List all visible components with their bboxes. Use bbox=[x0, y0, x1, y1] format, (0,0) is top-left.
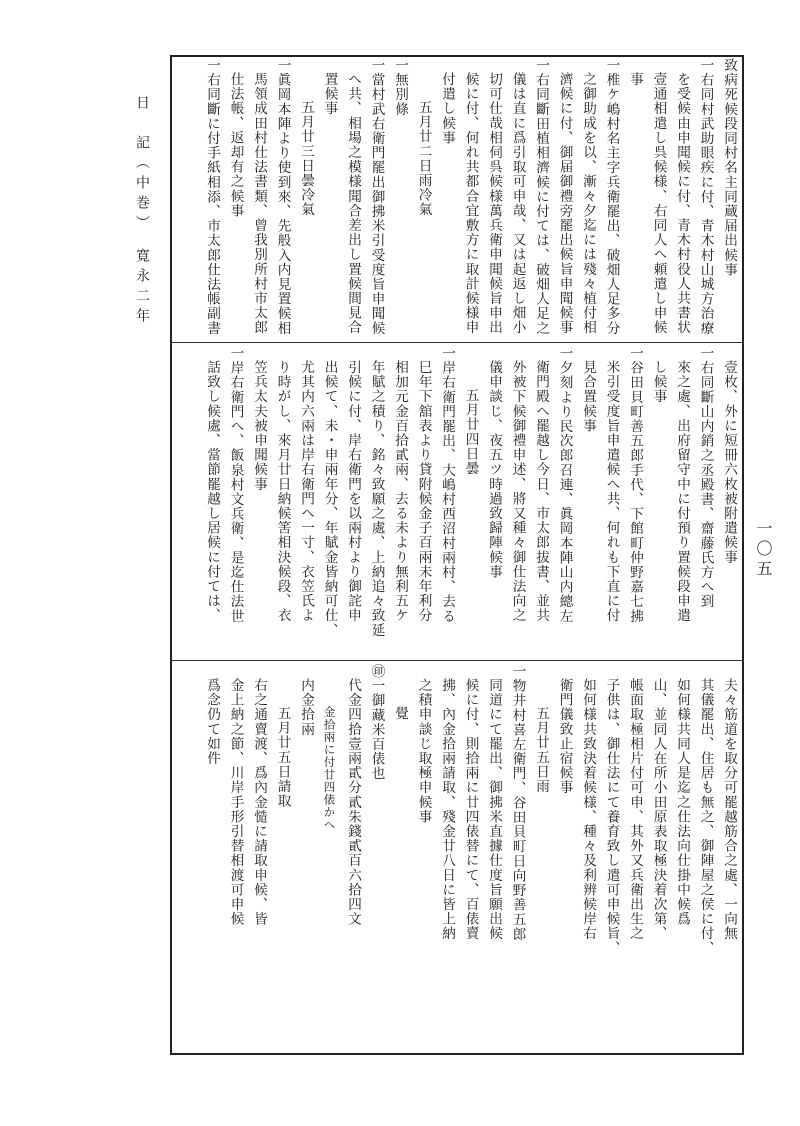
text-line: 見合置候事 bbox=[580, 360, 596, 433]
text-line: 引候に付、岸右衛門を以兩村より御詫申 bbox=[345, 360, 361, 623]
page-number: 一〇五 bbox=[754, 520, 773, 580]
text-line: 外被下候御禮申述、將又種々御仕法向之 bbox=[509, 360, 526, 623]
text-line: 覺 bbox=[392, 706, 408, 721]
text-line: 來之處、出府留守中に付預り置候段申遣 bbox=[674, 360, 690, 623]
text-line: 致病死候段同村名主同蔵届出候事 bbox=[721, 58, 737, 277]
text-line: 如何様共致決着候様、種々及利辨候岸右 bbox=[580, 678, 596, 941]
text-line: 尤其内六兩は岸右衛門へ一寸、衣笠氏よ bbox=[298, 360, 314, 623]
text-line: 五月廿四日曇 bbox=[462, 388, 479, 476]
text-line: 其儀罷出、住居も無之、御陣屋之侯に付、 bbox=[697, 678, 714, 956]
text-line: 出候て、未・申兩年分、年賦金皆納可仕、 bbox=[321, 360, 338, 638]
text-line: 一無別條 bbox=[392, 58, 408, 117]
text-band-top bbox=[174, 58, 740, 340]
text-line: 一椎ケ嶋村名主字兵衛罷出、破畑人足多分 bbox=[603, 58, 620, 336]
text-line: し候事 bbox=[650, 360, 667, 404]
text-line: 五月廿二日雨冷氣 bbox=[415, 100, 432, 217]
text-line: 馬領成田村仕法書類、曾我別所村市太郎 bbox=[251, 72, 267, 335]
text-line: 相加元金百拾貳兩、去る未より無利五ケ bbox=[392, 360, 408, 623]
text-line: ㊞一御藏米百俵也 bbox=[368, 664, 385, 781]
text-line: 一右同斷田植相濟候に付ては、破畑人足之 bbox=[533, 58, 549, 336]
text-line: 一物井村喜左衛門、谷田貝町日向野善五郎 bbox=[509, 664, 526, 942]
text-band-middle bbox=[174, 346, 740, 658]
text-line: 一谷田貝町善五郎手代、下館町仲野嘉七拂 bbox=[627, 346, 643, 624]
text-line: 同道にて罷出、御拂米直據仕度旨願出候 bbox=[486, 678, 502, 941]
text-line: 金拾兩に付廿四俵かへ bbox=[322, 706, 337, 831]
text-line: 五月廿五日雨 bbox=[533, 706, 549, 794]
text-line: 壹枚、外に短冊六枚被附遣候事 bbox=[721, 360, 737, 565]
running-head: 日 記（中巻） 寛永二年 bbox=[134, 95, 150, 328]
text-line: 一右同斷山内銷之丞殿書、齋藤氏方へ到 bbox=[697, 346, 714, 609]
text-line: を受候由申聞候に付、青木村役人共書状 bbox=[674, 72, 690, 335]
text-line: 一當村武右衛門罷出御拂米引受度旨申聞候 bbox=[368, 58, 385, 336]
text-line: 一右同斷に付手紙相添、市太郎仕法帳副書 bbox=[204, 58, 220, 336]
text-line: 一右同村武助眼疾に付、青木村山城方治療 bbox=[697, 58, 714, 336]
text-line: へ共、相場之模様聞合差出し置候間見合 bbox=[345, 72, 361, 335]
text-line: 五月廿三日曇冷氣 bbox=[298, 100, 314, 217]
text-line: 衛門殿へ罷越し今日、市太郎拔書、並共 bbox=[533, 360, 549, 623]
text-line: 話致し候處、當節罷越し居候に付ては、 bbox=[204, 360, 220, 623]
text-line: 候に付、則拾兩に廿四俵替にて、百俵賣 bbox=[462, 678, 479, 941]
text-line: 一岸右衛門へ、飯泉村文兵衛、是迄仕法世 bbox=[227, 346, 244, 624]
text-line: 一夕刻より民次郎召連、眞岡本陣山内總左 bbox=[556, 346, 573, 624]
text-line: 子供は、御仕法にて養育致し遣可申候旨、 bbox=[603, 678, 620, 956]
text-line: 儀は直に爲引取可申哉、又は起返し畑小 bbox=[509, 72, 526, 335]
text-line: り時がし、來月廿日納候筈相決候段、衣 bbox=[274, 360, 291, 623]
band-divider bbox=[170, 342, 744, 343]
text-line: 爲念仍て如件 bbox=[204, 678, 220, 766]
text-line: 一眞岡本陣より使到來、先般入内見置候相 bbox=[274, 58, 291, 336]
text-line: 儀申談じ、夜五ツ時過致歸陣候事 bbox=[486, 360, 502, 579]
text-line: 山、並同人在所小田原表取極決着次第、 bbox=[650, 678, 667, 941]
text-line: 仕法帳、返却有之候事 bbox=[227, 72, 244, 218]
text-line: 夫々筋道を取分可罷越筋合之處、一向無 bbox=[721, 678, 737, 941]
text-line: 如何様共同人是迄之仕法向仕掛中候爲 bbox=[674, 678, 690, 927]
text-line: 拂、內金拾兩請取、殘金廿八日に皆上納 bbox=[439, 678, 455, 941]
text-line: 一岸右衛門罷出、大嶋村西沼村兩村、去る bbox=[439, 346, 455, 624]
text-band-bottom bbox=[174, 664, 740, 1052]
text-line: 之積申談じ取極申候事 bbox=[415, 678, 432, 824]
text-line: 笠兵太夫被申聞候事 bbox=[251, 360, 267, 492]
text-line: 切可仕哉相伺呉候様萬兵衛申聞候旨申出 bbox=[486, 72, 502, 335]
text-line: 置候事 bbox=[321, 72, 338, 116]
text-line: 濟候に付、御届御禮旁罷出候旨申聞候事 bbox=[556, 72, 573, 335]
text-line: 右之通賣渡、爲內金慥に請取申候、皆 bbox=[251, 678, 267, 927]
text-line: 年賦之積り、銘々致願之處、上納追々致延 bbox=[368, 360, 385, 638]
text-line: 内金拾兩 bbox=[298, 678, 314, 737]
text-line: 付遣し候事 bbox=[439, 72, 455, 145]
text-line: 金上納之節、川岸手形引替相渡可申候 bbox=[227, 678, 244, 927]
text-line: 代金四拾壹兩貳分貳朱錢貳百六拾四文 bbox=[345, 678, 361, 927]
text-line: 之御助成を以、漸々夕迄には殘々植付相 bbox=[580, 72, 596, 335]
text-line: 米引受度旨申遣候へ共、何れも下直に付 bbox=[603, 360, 620, 623]
text-line: 五月廿五日請取 bbox=[274, 706, 291, 809]
band-divider bbox=[170, 660, 744, 661]
text-line: 巳年下舘表より貸附候金子百兩未年利分 bbox=[415, 360, 432, 623]
text-line: 候に付、何れ共都合宜敷方に取計候様申 bbox=[462, 72, 479, 335]
text-line: 壹通相遣し呉候様、右同人へ頼遣し申候 bbox=[650, 72, 667, 335]
text-line: 事 bbox=[627, 72, 643, 87]
text-line: 衛門儀致止宿候事 bbox=[556, 678, 573, 795]
text-line: 帳面取極相片付可申、其外又兵衛出生之 bbox=[627, 678, 643, 941]
